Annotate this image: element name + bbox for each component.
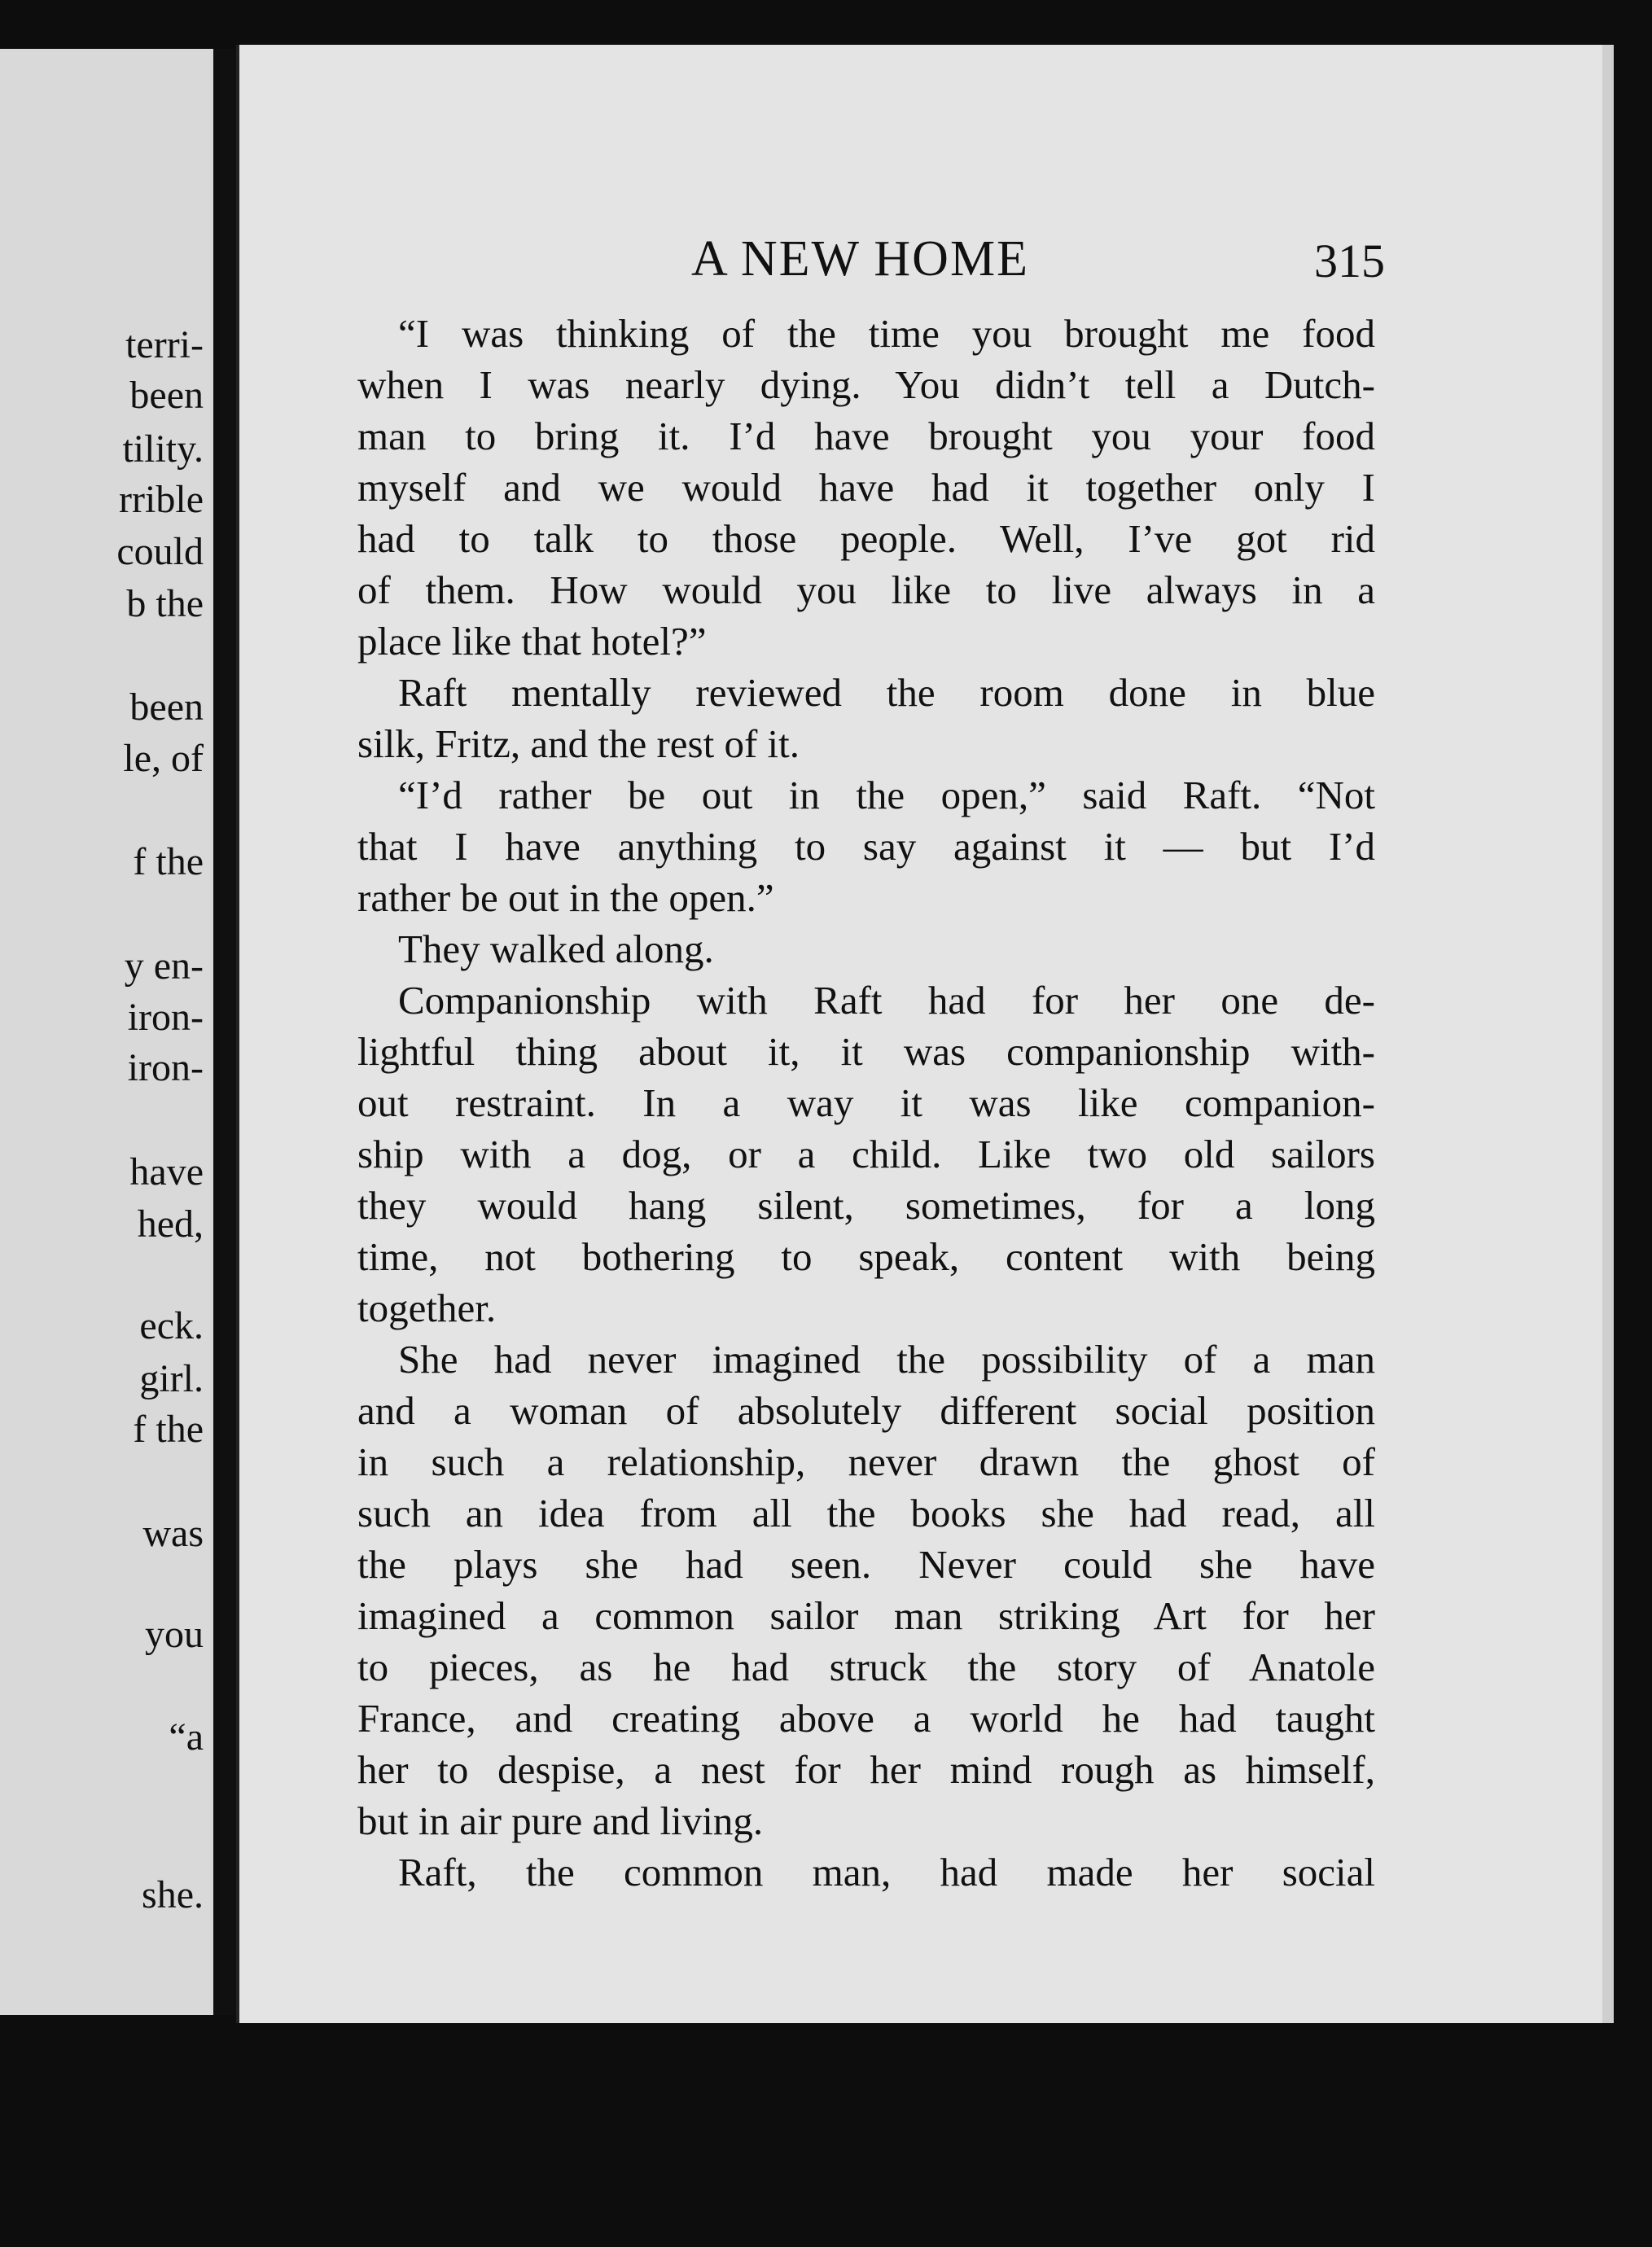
text-line: “I was thinking of the time you brought me food xyxy=(398,311,1375,356)
text-line: ship with a dog, or a child. Like two old sailors xyxy=(357,1132,1375,1176)
text-line: in such a relationship, never drawn the ghost of xyxy=(357,1439,1375,1484)
right-page xyxy=(236,45,1614,2023)
left-page-fragment: rrible xyxy=(119,478,204,521)
left-page-fragment: she. xyxy=(142,1873,204,1916)
text-line: the plays she had seen. Never could she have xyxy=(357,1542,1375,1587)
left-page-fragment: have xyxy=(129,1150,204,1194)
text-line: France, and creating above a world he had taught xyxy=(357,1696,1375,1741)
book-gutter xyxy=(213,49,238,2015)
text-line: out restraint. In a way it was like companion- xyxy=(357,1080,1375,1125)
text-line: had to talk to those people. Well, I’ve got rid xyxy=(357,516,1375,561)
left-page-fragment: could xyxy=(116,530,204,573)
left-page-fragment: “a xyxy=(169,1715,204,1759)
text-line: when I was nearly dying. You didn’t tell a Dutch- xyxy=(357,362,1375,407)
left-page-fragment: was xyxy=(142,1512,204,1555)
text-line: her to despise, a nest for her mind rough as himself, xyxy=(357,1747,1375,1792)
left-page-fragment: iron- xyxy=(127,996,204,1039)
text-line: and a woman of absolutely different social position xyxy=(357,1388,1375,1433)
running-head xyxy=(239,230,1617,296)
text-line: time, not bothering to speak, content with being xyxy=(357,1234,1375,1279)
text-line: to pieces, as he had struck the story of Anatole xyxy=(357,1645,1375,1689)
left-page-fragment: been xyxy=(129,374,204,417)
left-page xyxy=(0,49,213,2015)
left-page-fragment: girl. xyxy=(139,1357,204,1400)
left-page-fragment: eck. xyxy=(139,1304,204,1347)
text-line: She had never imagined the possibility of a man xyxy=(398,1337,1375,1382)
running-head-title: A NEW HOME xyxy=(691,231,1029,287)
text-line: such an idea from all the books she had read, all xyxy=(357,1491,1375,1535)
text-line: they would hang silent, sometimes, for a long xyxy=(357,1183,1375,1228)
text-line: rather be out in the open.” xyxy=(357,875,774,920)
text-line: Raft, the common man, had made her social xyxy=(398,1850,1375,1894)
text-line: place like that hotel?” xyxy=(357,619,707,664)
text-line: together. xyxy=(357,1286,497,1330)
text-line: myself and we would have had it together only I xyxy=(357,465,1375,510)
text-line: imagined a common sailor man striking Art for her xyxy=(357,1593,1375,1638)
text-line: Raft mentally reviewed the room done in blue xyxy=(398,670,1375,715)
left-page-fragment: been xyxy=(129,685,204,729)
left-page-fragment: y en- xyxy=(124,944,204,988)
text-line: that I have anything to say against it — but I’d xyxy=(357,824,1375,869)
text-line: “I’d rather be out in the open,” said Raft. “Not xyxy=(398,773,1375,817)
left-page-fragment: b the xyxy=(126,582,204,625)
left-page-fragment: le, of xyxy=(123,737,204,780)
text-line: lightful thing about it, it was companionship with- xyxy=(357,1029,1375,1074)
text-line: man to bring it. I’d have brought you your food xyxy=(357,414,1375,458)
text-line: of them. How would you like to live always in a xyxy=(357,567,1375,612)
left-page-fragment: f the xyxy=(133,840,204,883)
text-line: but in air pure and living. xyxy=(357,1798,764,1843)
text-line: Companionship with Raft had for her one de- xyxy=(398,978,1375,1023)
left-page-fragment: hed, xyxy=(137,1202,204,1246)
left-page-fragment: iron- xyxy=(127,1046,204,1089)
text-line: silk, Fritz, and the rest of it. xyxy=(357,721,800,766)
left-page-fragment: terri- xyxy=(125,323,204,366)
text-line: They walked along. xyxy=(398,926,714,971)
left-page-fragment: f the xyxy=(133,1408,204,1451)
page-number: 315 xyxy=(1314,234,1385,287)
left-page-fragment: tility. xyxy=(122,427,204,471)
left-page-fragment: you xyxy=(145,1613,204,1656)
